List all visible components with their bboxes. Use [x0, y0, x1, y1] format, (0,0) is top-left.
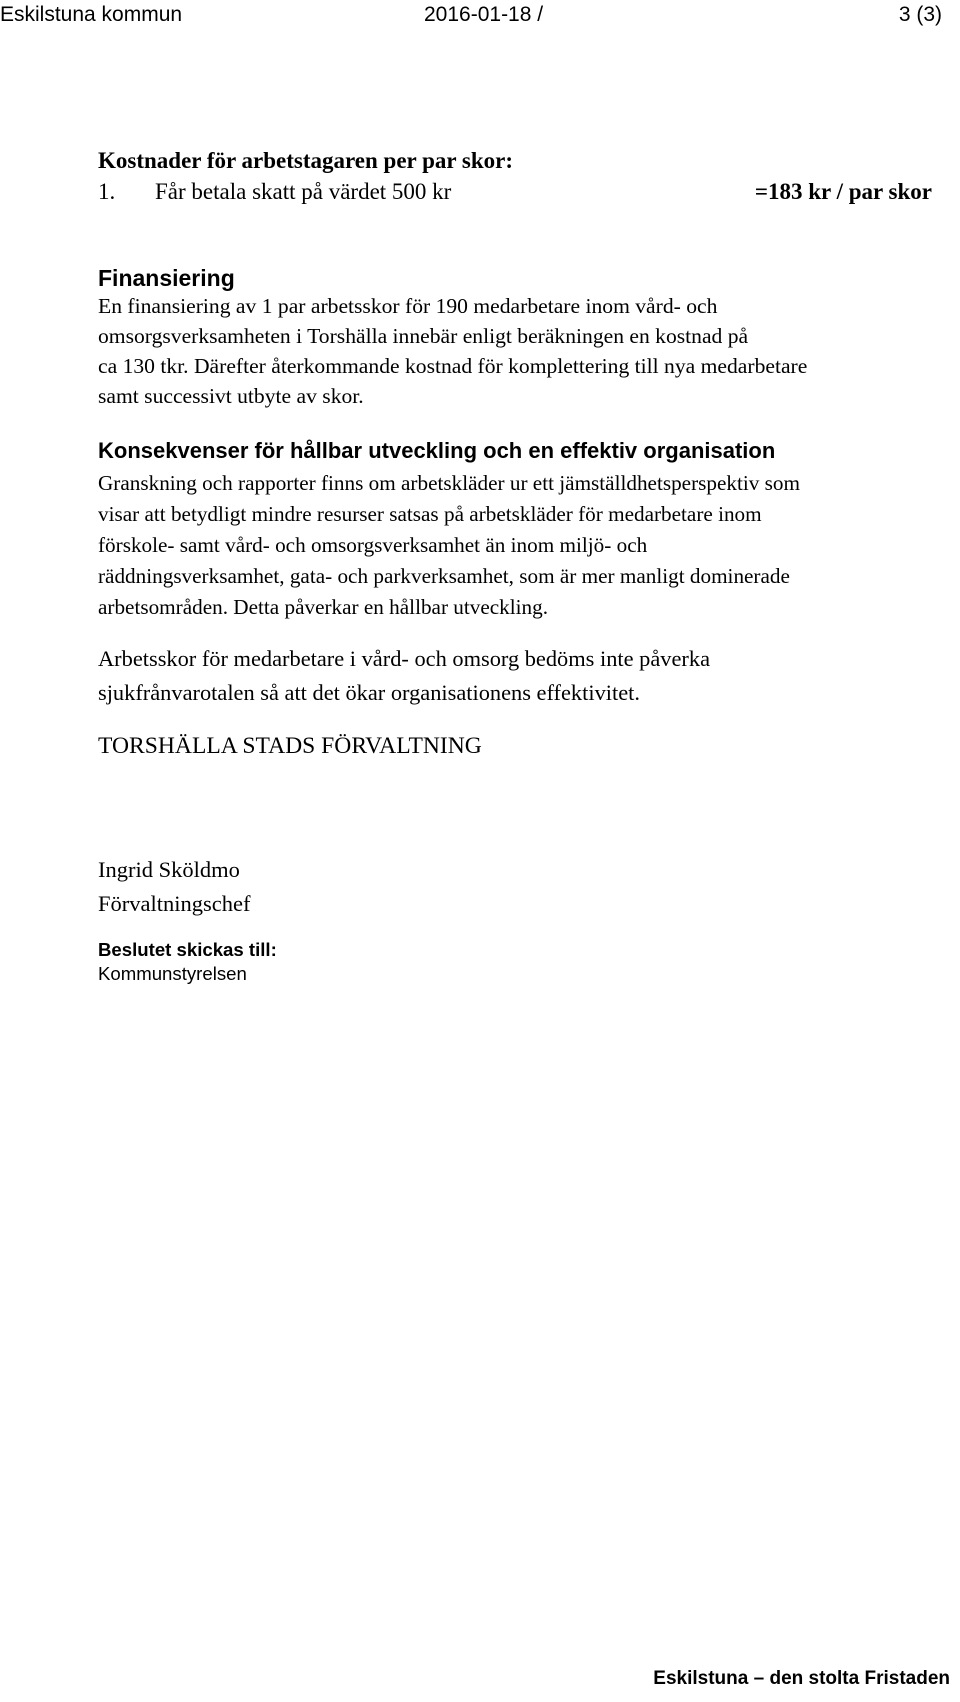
consequences-heading: Konsekvenser för hållbar utveckling och en effektiv organisation — [98, 438, 776, 463]
financing-heading: Finansiering — [98, 265, 235, 291]
cost-item-text: Får betala skatt på värdet 500 kr — [155, 179, 452, 204]
recipients-heading: Beslutet skickas till: — [98, 939, 277, 960]
shoes-line: Arbetsskor för medarbetare i vård- och omsorg bedöms inte påverka — [98, 646, 711, 671]
page-number: 3 (3) — [898, 3, 942, 26]
cost-item-row — [98, 177, 938, 207]
office-name: TORSHÄLLA STADS FÖRVALTNING — [98, 733, 482, 759]
shoes-line: sjukfrånvarotalen så att det ökar organisationens effektivitet. — [98, 680, 640, 705]
financing-line: omsorgsverksamheten i Torshälla innebär enligt beräkningen en kostnad på — [98, 324, 749, 348]
financing-line: samt successivt utbyte av skor. — [98, 384, 364, 408]
signatory-role: Förvaltningschef — [98, 891, 251, 916]
consequences-line: arbetsområden. Detta påverkar en hållbar utveckling. — [98, 595, 549, 619]
financing-line: En finansiering av 1 par arbetsskor för 190 medarbetare inom vård- och — [98, 294, 718, 318]
financing-paragraph — [98, 291, 938, 411]
footer-slogan: Eskilstuna – den stolta Fristaden — [653, 1668, 950, 1689]
header-organization: Eskilstuna kommun — [0, 3, 183, 26]
signature-block — [98, 853, 938, 921]
consequences-line: Granskning och rapporter finns om arbetskläder ur ett jämställdhetsperspektiv som — [98, 471, 800, 495]
recipient: Kommunstyrelsen — [98, 963, 247, 984]
signatory-name: Ingrid Sköldmo — [98, 857, 240, 882]
header-date: 2016-01-18 / — [424, 3, 544, 26]
consequences-line: räddningsverksamhet, gata- och parkverksamhet, som är mer manligt dominerade — [98, 564, 790, 588]
consequences-line: visar att betydligt mindre resurser satsas på arbetskläder för medarbetare inom — [98, 502, 762, 526]
financing-line: ca 130 tkr. Därefter återkommande kostnad för komplettering till nya medarbetare — [98, 354, 808, 378]
cost-item-value: =183 kr / par skor — [754, 179, 932, 204]
consequences-paragraph — [98, 468, 938, 623]
consequences-line: förskole- samt vård- och omsorgsverksamhet än inom miljö- och — [98, 533, 648, 557]
shoes-paragraph — [98, 642, 938, 710]
cost-item-number: 1. — [98, 179, 116, 204]
cost-section-title: Kostnader för arbetstagaren per par skor: — [98, 148, 514, 173]
